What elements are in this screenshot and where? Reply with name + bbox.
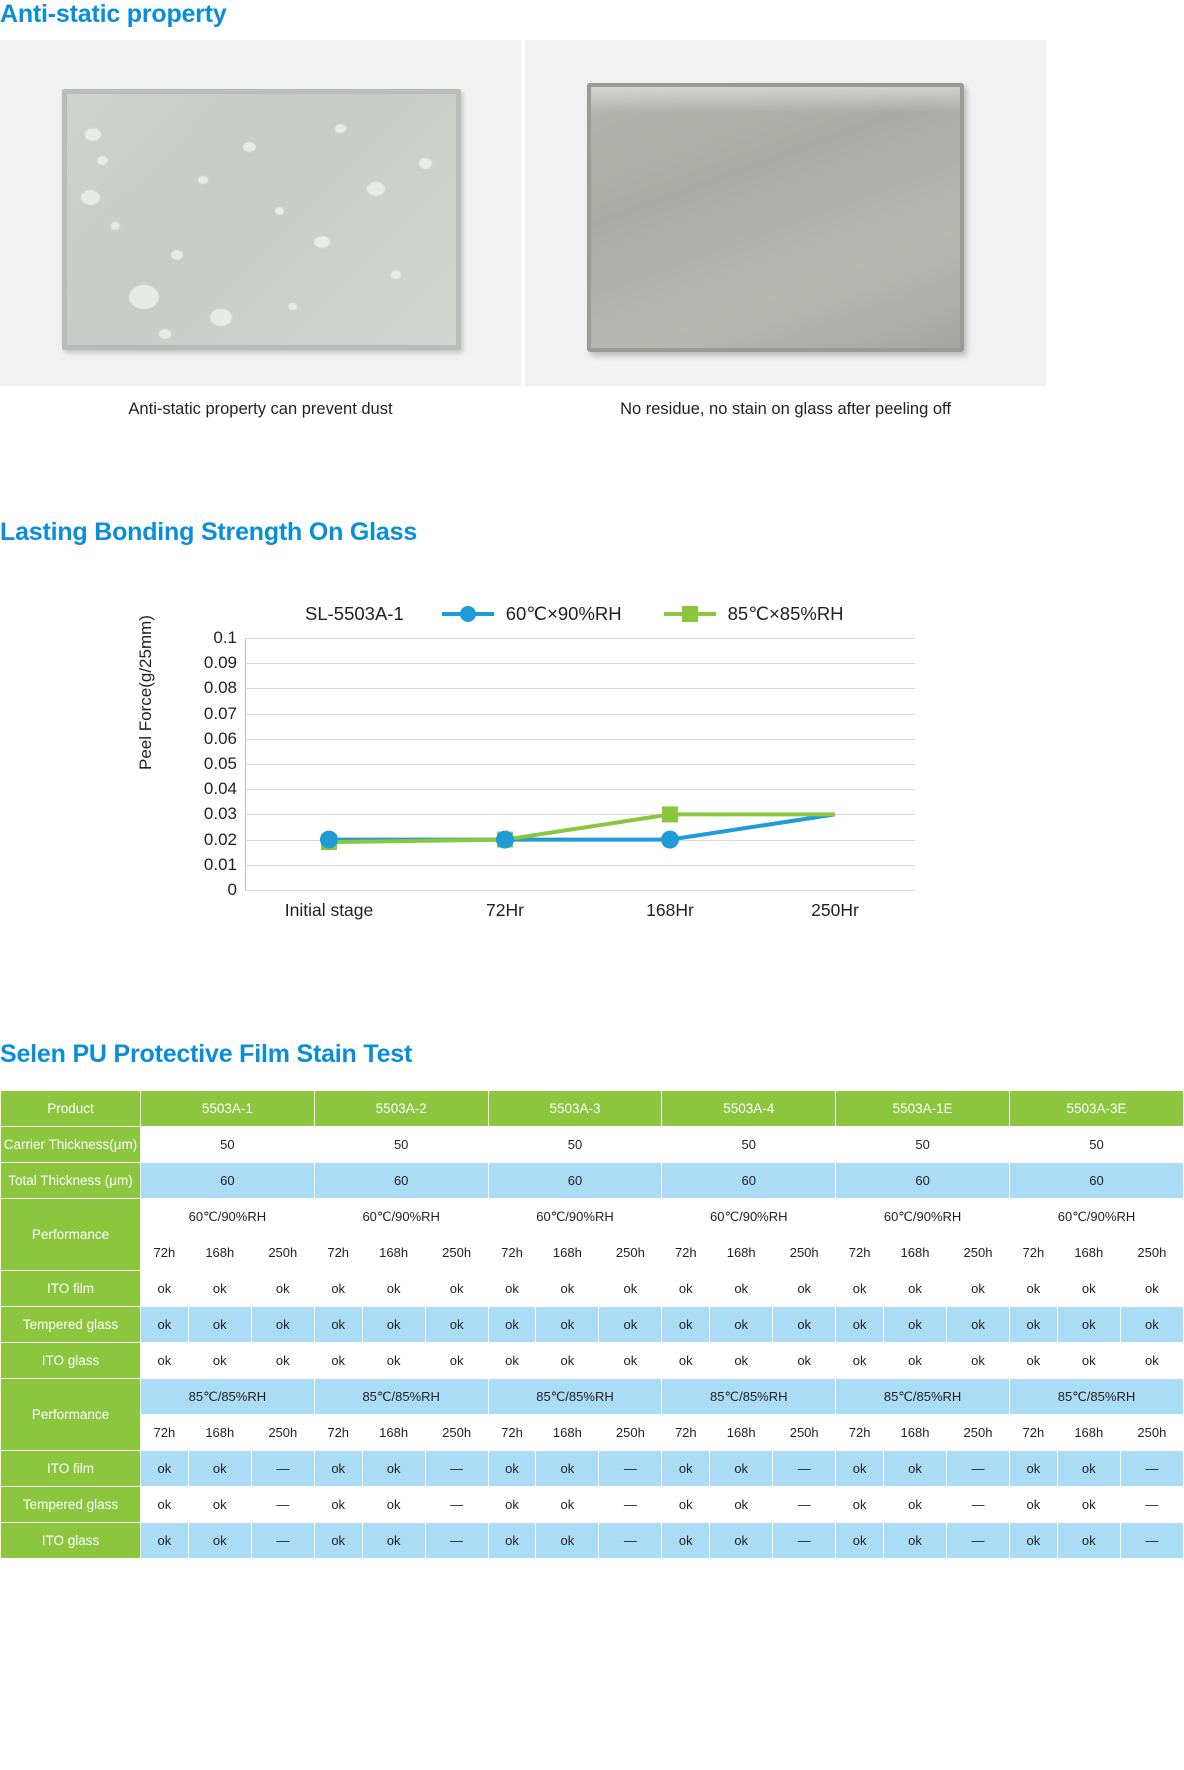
cell: — (251, 1487, 314, 1523)
cell: ok (141, 1307, 189, 1343)
product-header-3: 5503A-3 (488, 1091, 662, 1127)
time-h2-11: 250h (773, 1415, 836, 1451)
cell: ok (773, 1307, 836, 1343)
table-row-ito-film-2 (1, 1451, 1184, 1487)
condition1-col-6: 60℃/90%RH (1009, 1199, 1183, 1235)
caption-antistatic-right: No residue, no stain on glass after peeling off (620, 400, 951, 418)
cell: ok (1120, 1343, 1183, 1379)
table-row-tempered-glass-1 (1, 1307, 1184, 1343)
cell: ok (1057, 1343, 1120, 1379)
cell: ok (536, 1523, 599, 1559)
cell: ok (1009, 1487, 1057, 1523)
product-header-1: 5503A-1 (141, 1091, 315, 1127)
cell: ok (836, 1343, 884, 1379)
circle-marker-icon (460, 606, 476, 622)
cell: ok (488, 1271, 536, 1307)
cell: ok (188, 1523, 251, 1559)
row-label-tempered-glass-1: Tempered glass (1, 1307, 141, 1343)
cell: — (425, 1451, 488, 1487)
cell: ok (536, 1487, 599, 1523)
legend-label-85c: 85℃×85%RH (727, 603, 844, 624)
cell: ok (710, 1451, 773, 1487)
cell: — (946, 1523, 1009, 1559)
table-row-product (1, 1091, 1184, 1127)
cell: ok (1057, 1307, 1120, 1343)
cell: ok (773, 1271, 836, 1307)
cell: ok (488, 1307, 536, 1343)
cell: ok (362, 1523, 425, 1559)
chart-plot-area (203, 628, 915, 920)
product-header-6: 5503A-3E (1009, 1091, 1183, 1127)
condition1-col-2: 60℃/90%RH (314, 1199, 488, 1235)
cell: — (773, 1523, 836, 1559)
cell: ok (141, 1451, 189, 1487)
time-h2-15: 72h (1009, 1415, 1057, 1451)
table-row-tempered-glass-2 (1, 1487, 1184, 1523)
stain-test-table (0, 1090, 1184, 1559)
total-value-1: 60 (141, 1163, 315, 1199)
cell: ok (488, 1487, 536, 1523)
time-h1-12: 72h (836, 1235, 884, 1271)
total-value-2: 60 (314, 1163, 488, 1199)
row-label-product: Product (1, 1091, 141, 1127)
cell: ok (488, 1451, 536, 1487)
x-tick-250hr: 250Hr (811, 900, 859, 920)
time-h1-3: 72h (314, 1235, 362, 1271)
time-h1-1: 168h (188, 1235, 251, 1271)
cell: ok (536, 1343, 599, 1379)
y-tick-8: 0.08 (203, 678, 237, 698)
cell: ok (1009, 1307, 1057, 1343)
cell: ok (710, 1271, 773, 1307)
cell: ok (883, 1343, 946, 1379)
cell: ok (488, 1343, 536, 1379)
cell: ok (1057, 1271, 1120, 1307)
cell: ok (141, 1271, 189, 1307)
carrier-value-1: 50 (141, 1127, 315, 1163)
cell: ok (1009, 1271, 1057, 1307)
legend-item-85c (664, 603, 844, 625)
cell: ok (599, 1271, 662, 1307)
condition1-col-1: 60℃/90%RH (141, 1199, 315, 1235)
cell: ok (836, 1523, 884, 1559)
cell: ok (362, 1343, 425, 1379)
cell: — (251, 1451, 314, 1487)
row-label-performance-1: Performance (1, 1199, 141, 1271)
condition2-col-4: 85℃/85%RH (662, 1379, 836, 1415)
cell: ok (314, 1307, 362, 1343)
cell: ok (425, 1271, 488, 1307)
cell: — (599, 1487, 662, 1523)
bonding-section-title: Lasting Bonding Strength On Glass (0, 518, 418, 546)
caption-antistatic-left: Anti-static property can prevent dust (128, 400, 393, 418)
cell: ok (883, 1271, 946, 1307)
cell: ok (662, 1271, 710, 1307)
cell: ok (710, 1487, 773, 1523)
cell: ok (362, 1487, 425, 1523)
cell: ok (188, 1451, 251, 1487)
row-label-performance-2: Performance (1, 1379, 141, 1451)
cell: ok (1009, 1523, 1057, 1559)
carrier-value-6: 50 (1009, 1127, 1183, 1163)
y-tick-6: 0.06 (203, 728, 237, 748)
row-label-ito-film-1: ITO film (1, 1271, 141, 1307)
total-value-4: 60 (662, 1163, 836, 1199)
cell: — (425, 1487, 488, 1523)
total-value-3: 60 (488, 1163, 662, 1199)
time-h1-2: 250h (251, 1235, 314, 1271)
cell: ok (710, 1343, 773, 1379)
cell: ok (710, 1523, 773, 1559)
time-h1-0: 72h (141, 1235, 189, 1271)
cell: ok (536, 1307, 599, 1343)
table-row-ito-glass-2 (1, 1523, 1184, 1559)
cell: ok (599, 1307, 662, 1343)
product-header-5: 5503A-1E (836, 1091, 1010, 1127)
carrier-value-4: 50 (662, 1127, 836, 1163)
x-tick-72hr: 72Hr (486, 900, 524, 920)
time-h2-14: 250h (946, 1415, 1009, 1451)
table-row-time-headers-2 (1, 1415, 1184, 1451)
cell: ok (536, 1451, 599, 1487)
cell: ok (836, 1487, 884, 1523)
condition2-col-2: 85℃/85%RH (314, 1379, 488, 1415)
cell: ok (141, 1343, 189, 1379)
row-label-total: Total Thickness (μm) (1, 1163, 141, 1199)
cell: ok (536, 1271, 599, 1307)
y-tick-1: 0.01 (203, 854, 237, 874)
cell: ok (314, 1487, 362, 1523)
cell: ok (188, 1307, 251, 1343)
carrier-value-3: 50 (488, 1127, 662, 1163)
time-h1-5: 250h (425, 1235, 488, 1271)
cell: ok (251, 1307, 314, 1343)
chart-series-svg (245, 638, 915, 890)
cell: ok (662, 1451, 710, 1487)
time-h2-6: 72h (488, 1415, 536, 1451)
cell: — (599, 1451, 662, 1487)
square-marker-icon (682, 606, 698, 622)
chart-legend (305, 600, 844, 628)
time-h1-11: 250h (773, 1235, 836, 1271)
row-label-ito-glass-2: ITO glass (1, 1523, 141, 1559)
y-tick-10: 0.1 (213, 628, 237, 647)
time-h2-8: 250h (599, 1415, 662, 1451)
cell: ok (773, 1343, 836, 1379)
cell: ok (188, 1271, 251, 1307)
time-h2-17: 250h (1120, 1415, 1183, 1451)
y-tick-2: 0.02 (203, 829, 237, 849)
time-h1-4: 168h (362, 1235, 425, 1271)
cell: — (1120, 1523, 1183, 1559)
cell: ok (599, 1343, 662, 1379)
time-h1-6: 72h (488, 1235, 536, 1271)
dusty-glass-sample-image (62, 89, 461, 350)
cell: ok (662, 1343, 710, 1379)
table-row-performance-1 (1, 1199, 1184, 1235)
cell: ok (883, 1307, 946, 1343)
row-label-tempered-glass-2: Tempered glass (1, 1487, 141, 1523)
time-h1-7: 168h (536, 1235, 599, 1271)
cell: ok (188, 1487, 251, 1523)
cell: ok (836, 1451, 884, 1487)
carrier-value-2: 50 (314, 1127, 488, 1163)
time-h2-16: 168h (1057, 1415, 1120, 1451)
cell: — (1120, 1487, 1183, 1523)
cell: ok (662, 1307, 710, 1343)
y-tick-3: 0.03 (203, 804, 237, 824)
condition1-col-5: 60℃/90%RH (836, 1199, 1010, 1235)
time-h2-5: 250h (425, 1415, 488, 1451)
cell: ok (946, 1271, 1009, 1307)
condition1-col-3: 60℃/90%RH (488, 1199, 662, 1235)
cell: ok (251, 1271, 314, 1307)
time-h2-7: 168h (536, 1415, 599, 1451)
cell: ok (314, 1451, 362, 1487)
row-label-ito-glass-1: ITO glass (1, 1343, 141, 1379)
cell: ok (362, 1307, 425, 1343)
carrier-value-5: 50 (836, 1127, 1010, 1163)
peel-force-chart (0, 570, 1000, 990)
cell: ok (883, 1451, 946, 1487)
cell: ok (362, 1271, 425, 1307)
cell: ok (1120, 1271, 1183, 1307)
cell: ok (362, 1451, 425, 1487)
cell: ok (488, 1523, 536, 1559)
table-row-carrier-thickness (1, 1127, 1184, 1163)
cell: ok (314, 1271, 362, 1307)
antistatic-section-title: Anti-static property (0, 0, 227, 28)
cell: ok (141, 1487, 189, 1523)
cell: ok (710, 1307, 773, 1343)
table-row-ito-film-1 (1, 1271, 1184, 1307)
condition2-col-1: 85℃/85%RH (141, 1379, 315, 1415)
y-tick-4: 0.04 (203, 779, 237, 799)
chart-series-label: SL-5503A-1 (305, 603, 404, 624)
photo-card-clean-glass (525, 40, 1046, 386)
cell: ok (425, 1307, 488, 1343)
cell: ok (836, 1271, 884, 1307)
condition2-col-3: 85℃/85%RH (488, 1379, 662, 1415)
clean-glass-sample-image (587, 83, 964, 352)
time-h1-9: 72h (662, 1235, 710, 1271)
cell: ok (1009, 1343, 1057, 1379)
time-h1-17: 250h (1120, 1235, 1183, 1271)
time-h1-13: 168h (883, 1235, 946, 1271)
cell: — (946, 1451, 1009, 1487)
time-h2-0: 72h (141, 1415, 189, 1451)
legend-label-60c: 60℃×90%RH (505, 603, 622, 624)
cell: — (599, 1523, 662, 1559)
x-tick-168hr: 168Hr (646, 900, 694, 920)
condition1-col-4: 60℃/90%RH (662, 1199, 836, 1235)
cell: ok (946, 1307, 1009, 1343)
table-row-time-headers-1 (1, 1235, 1184, 1271)
cell: ok (1057, 1451, 1120, 1487)
chart-y-axis-label: Peel Force(g/25mm) (136, 615, 155, 770)
cell: ok (251, 1343, 314, 1379)
time-h2-2: 250h (251, 1415, 314, 1451)
time-h2-4: 168h (362, 1415, 425, 1451)
y-tick-5: 0.05 (203, 754, 237, 773)
cell: ok (1009, 1451, 1057, 1487)
cell: ok (314, 1523, 362, 1559)
time-h2-13: 168h (883, 1415, 946, 1451)
stain-section-title: Selen PU Protective Film Stain Test (0, 1040, 413, 1068)
cell: ok (1057, 1487, 1120, 1523)
cell: — (1120, 1451, 1183, 1487)
product-header-4: 5503A-4 (662, 1091, 836, 1127)
cell: — (773, 1451, 836, 1487)
time-h1-8: 250h (599, 1235, 662, 1271)
cell: ok (662, 1487, 710, 1523)
product-header-2: 5503A-2 (314, 1091, 488, 1127)
y-tick-9: 0.09 (203, 653, 237, 673)
time-h2-1: 168h (188, 1415, 251, 1451)
cell: — (773, 1487, 836, 1523)
legend-line-85c (664, 612, 716, 616)
time-h2-3: 72h (314, 1415, 362, 1451)
time-h1-16: 168h (1057, 1235, 1120, 1271)
cell: ok (883, 1487, 946, 1523)
table-row-total-thickness (1, 1163, 1184, 1199)
table-row-ito-glass-1 (1, 1343, 1184, 1379)
cell: ok (314, 1343, 362, 1379)
table-row-performance-2 (1, 1379, 1184, 1415)
time-h2-9: 72h (662, 1415, 710, 1451)
cell: ok (883, 1523, 946, 1559)
row-label-ito-film-2: ITO film (1, 1451, 141, 1487)
cell: ok (1120, 1307, 1183, 1343)
cell: — (425, 1523, 488, 1559)
cell: ok (836, 1307, 884, 1343)
photo-card-dusty-glass (0, 40, 521, 386)
cell: — (251, 1523, 314, 1559)
y-tick-0: 0 (227, 880, 237, 899)
time-h2-12: 72h (836, 1415, 884, 1451)
row-label-carrier: Carrier Thickness(μm) (1, 1127, 141, 1163)
legend-item-60c (442, 603, 622, 625)
cell: ok (141, 1523, 189, 1559)
condition2-col-5: 85℃/85%RH (836, 1379, 1010, 1415)
cell: ok (188, 1343, 251, 1379)
x-tick-initial: Initial stage (284, 900, 374, 920)
cell: ok (425, 1343, 488, 1379)
time-h2-10: 168h (710, 1415, 773, 1451)
time-h1-14: 250h (946, 1235, 1009, 1271)
y-tick-7: 0.07 (203, 703, 237, 723)
time-h1-15: 72h (1009, 1235, 1057, 1271)
condition2-col-6: 85℃/85%RH (1009, 1379, 1183, 1415)
time-h1-10: 168h (710, 1235, 773, 1271)
antistatic-photo-row (0, 40, 1184, 386)
total-value-6: 60 (1009, 1163, 1183, 1199)
total-value-5: 60 (836, 1163, 1010, 1199)
cell: — (946, 1487, 1009, 1523)
legend-line-60c (442, 612, 494, 616)
cell: ok (662, 1523, 710, 1559)
cell: ok (946, 1343, 1009, 1379)
cell: ok (1057, 1523, 1120, 1559)
